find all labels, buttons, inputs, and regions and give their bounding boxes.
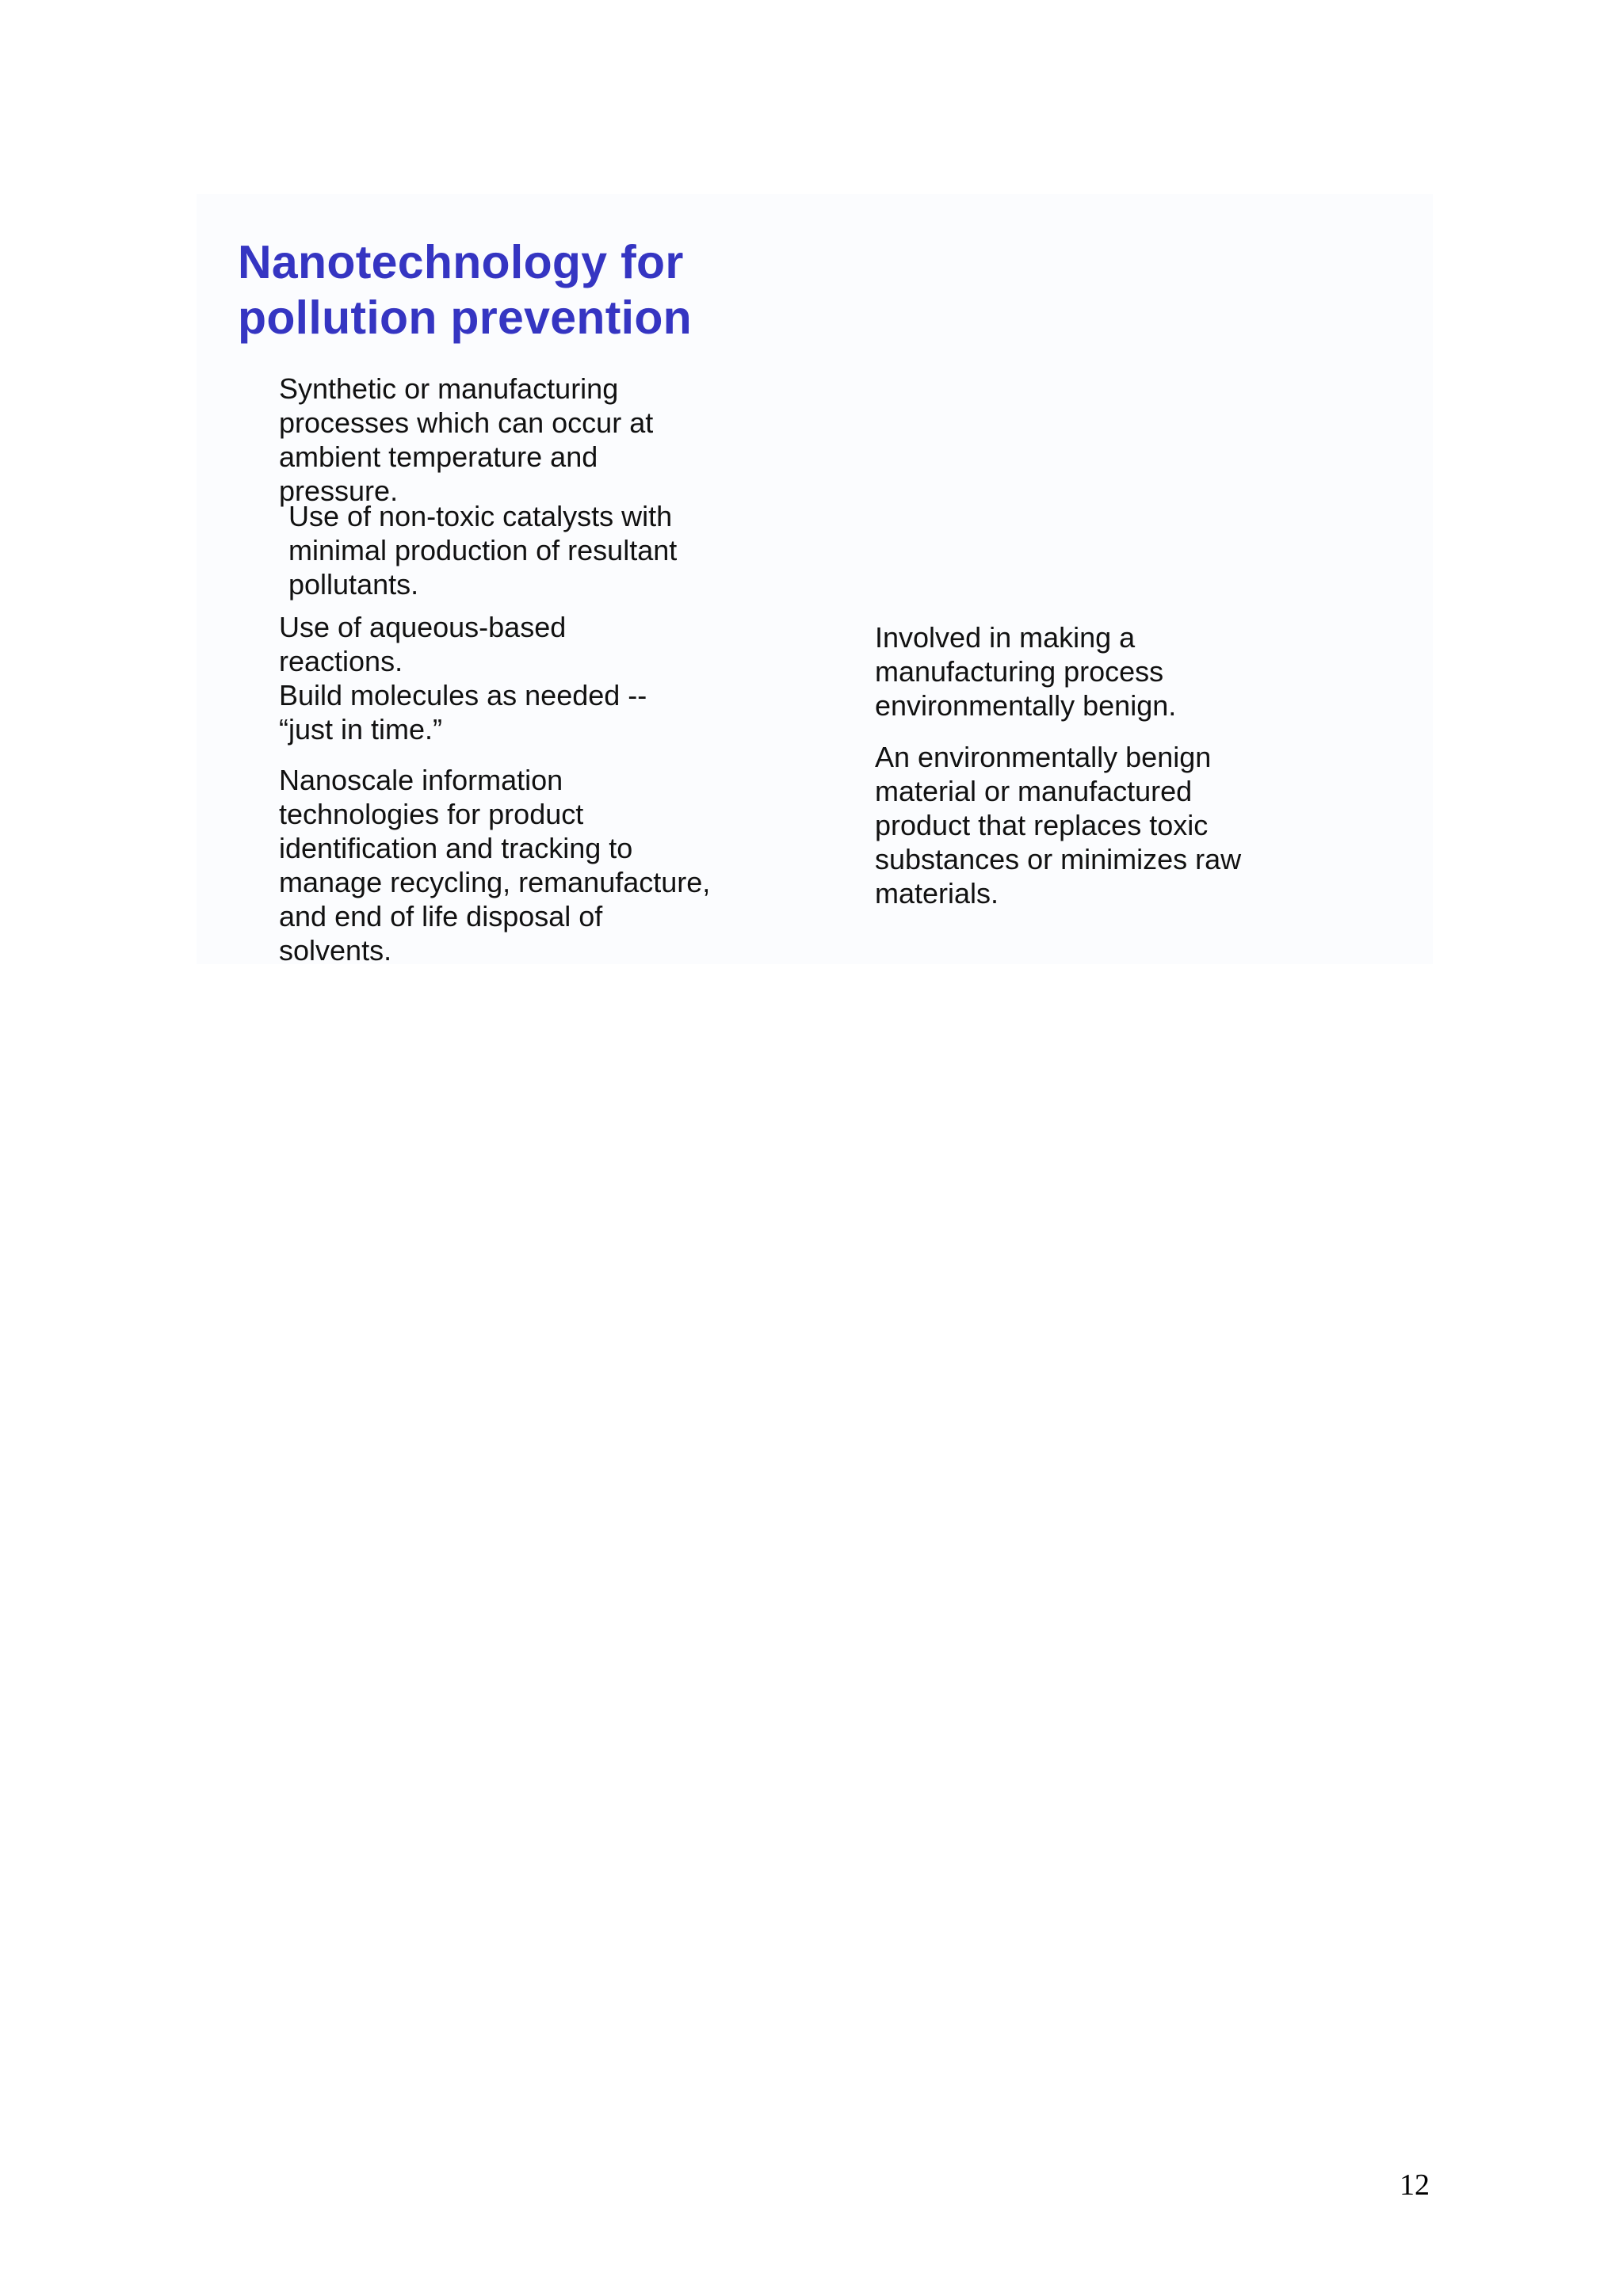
left-paragraph-just-in-time: Build molecules as needed -- “just in time.” [279, 679, 647, 746]
left-paragraph-nanoscale-information: Nanoscale information technologies for product identification and tracking to manage recycling, remanufacture, and end of life disposal of solvents. [279, 764, 711, 967]
right-paragraph-benign-material: An environmentally benign material or manufactured product that replaces toxic substances or minimizes raw materials. [875, 741, 1242, 910]
left-paragraph-aqueous-reactions: Use of aqueous-based reactions. [279, 611, 567, 677]
left-paragraph-synthetic-processes: Synthetic or manufacturing processes which can occur at ambient temperature and pressure. [279, 372, 654, 507]
slide-title-line-1: Nanotechnology for [238, 236, 684, 288]
right-paragraph-manufacturing-process: Involved in making a manufacturing process environmentally benign. [875, 621, 1177, 722]
slide-title-line-2: pollution prevention [238, 292, 693, 344]
left-paragraph-non-toxic-catalysts: Use of non-toxic catalysts with minimal production of resultant pollutants. [288, 500, 678, 601]
slide-title [238, 235, 792, 345]
page-number: 12 [1400, 2168, 1430, 2202]
